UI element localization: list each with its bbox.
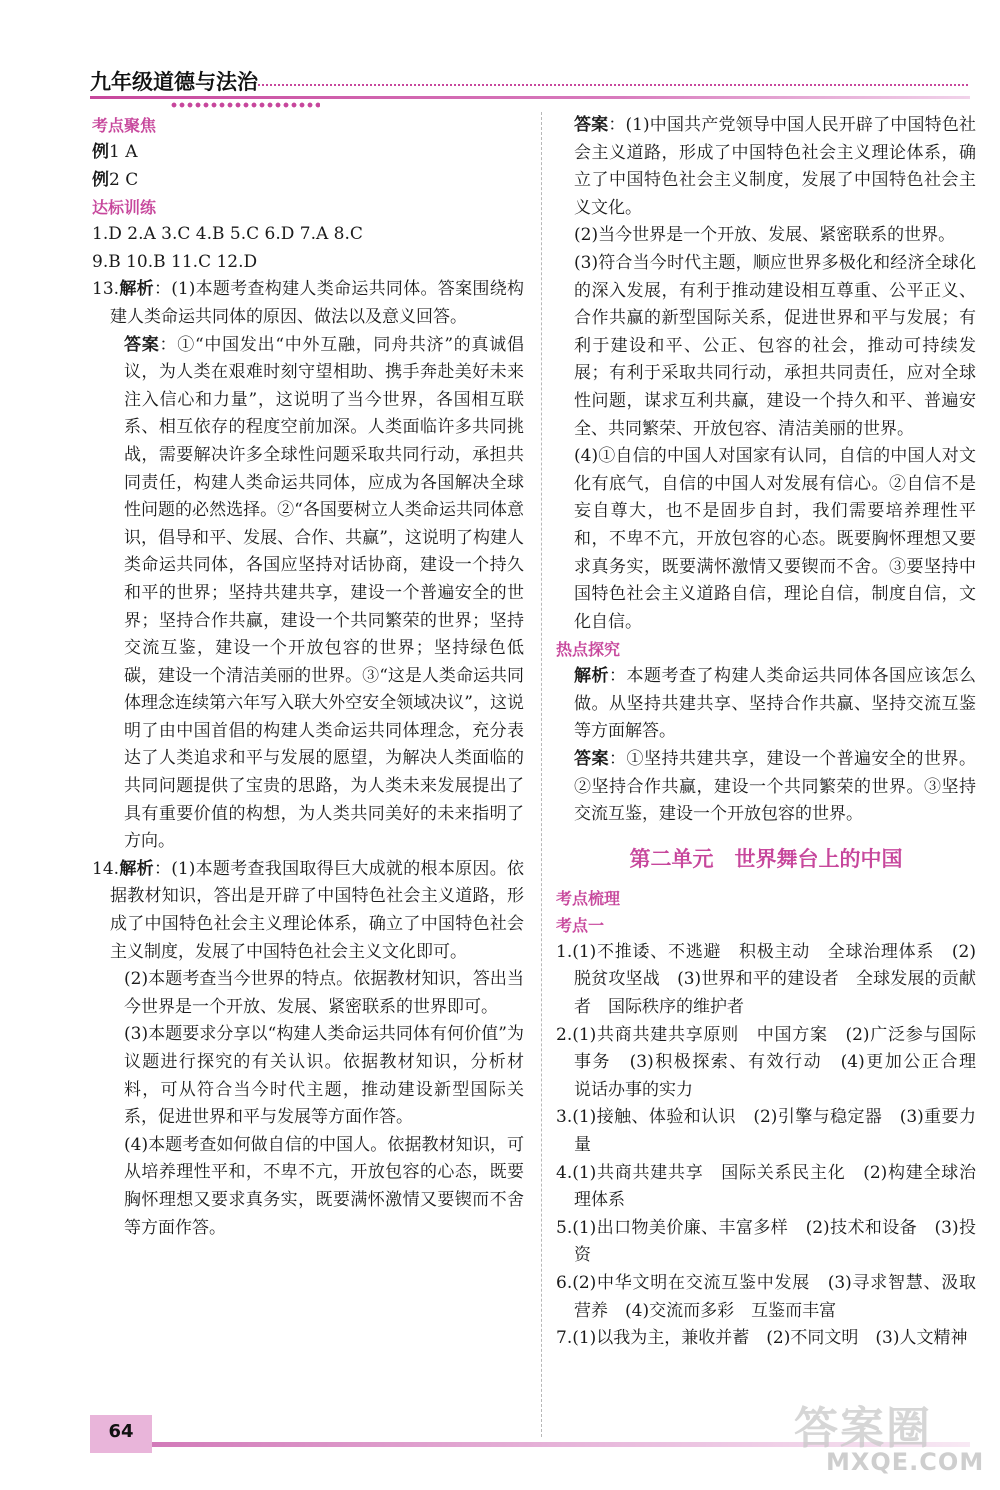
- hot-topic-analysis: [556, 663, 976, 746]
- review-item: 6.(2)中华文明在交流互鉴中发展 (3)寻求智慧、汲取营养 (4)交流而多彩 互鉴而丰富: [556, 1272, 976, 1321]
- q14-part-3: (3)本题要求分享以“构建人类命运共同体有何价值”为议题进行探究的有关认识。依据教材知识，分析材料，可从符合当今时代主题，推动建设新型国际关系，促进世界和平与发展等方面作答。: [124, 1024, 524, 1128]
- section-heading-training: 达标训练: [92, 198, 157, 218]
- q14-analysis: [92, 856, 524, 966]
- q14-answer-part-3: (3)符合当今时代主题，顺应世界多极化和经济全球化的深入发展，有利于推动建设相互尊重、公平正义、合作共赢的新型国际关系，促进世界和平与发展；有利于建设和平、公正、包容的社会，推动可持续发展；有利于采取共同行动，承担共同责任，应对全球性问题，谋求互利共赢，建设一个持久和平、普遍安全、共同繁荣、开放包容、清洁美丽的世界。: [574, 252, 976, 439]
- section-heading-hot-topic: 热点探究: [556, 640, 621, 660]
- analysis-label: 解析: [119, 858, 154, 879]
- q14-answer-part-2: (2)当今世界是一个开放、发展、紧密联系的世界。: [574, 225, 956, 246]
- analysis-label: 解析: [119, 279, 154, 300]
- example-answer: 1 A: [109, 142, 138, 162]
- watermark-logo: [760, 1392, 988, 1482]
- answer-label: 答案: [124, 334, 160, 355]
- analysis-label: 解析: [574, 666, 609, 687]
- example-answer: 2 C: [109, 169, 139, 190]
- answer-label: 答案: [574, 115, 609, 135]
- q13-analysis: [92, 276, 524, 331]
- question-number: 14.: [92, 858, 120, 879]
- review-item: 1.(1)不推诿、不逃避 积极主动 全球治理体系 (2)脱贫攻坚战 (3)世界和平的建设者 全球发展的贡献者 国际秩序的维护者: [556, 941, 976, 1018]
- question-number: 13.: [92, 279, 120, 300]
- right-column: [556, 112, 993, 1353]
- review-item: 5.(1)出口物美价廉、丰富多样 (2)技术和设备 (3)投资: [556, 1217, 976, 1266]
- q14-answer-part-4: (4)①自信的中国人对国家有认同，自信的中国人对文化有底气，自信的中国人对发展有信心。②自信不是妄自尊大，也不是固步自封，我们需要培养理性平和，不卑不亢，开放包容的心态。既要胸怀理想又要求真务实，既要满怀激情又要锲而不舍。③要坚持中国特色社会主义道路自信，理论自信，制度自信，文化自信。: [574, 446, 976, 632]
- example-2: [92, 167, 524, 195]
- answer-label: 答案: [574, 749, 609, 770]
- section-heading-point-1: 考点一: [556, 915, 605, 935]
- analysis-text: ：本题考查了构建人类命运共同体各国应该怎么做。从坚持共建共享、坚持合作共赢、坚持交流互鉴等方面解答。: [574, 666, 976, 742]
- review-item: 2.(1)共商共建共享原则 中国方案 (2)广泛参与国际事务 (3)积极探索、有效行动 (4)更加公正合理 说话办事的实力: [556, 1024, 993, 1100]
- watermark-text: 答案圈: [794, 1403, 932, 1454]
- section-heading-focus: 考点聚焦: [92, 116, 157, 135]
- page-number: 64: [108, 1421, 134, 1442]
- answer-text: ：①“中国发出“中外互融，同舟共济”的真诚倡议，为人类在艰难时刻守望相助、携手奔赴美好未来注入信心和力量”，这说明了当今世界，各国相互联系、相互依存的程度空前加深。人类面临许多共同挑战，需要解决许多全球性问题采取共同行动，承担共同责任，构建人类命运共同体，应成为各国解决全球性问题的必然选择。②“各国要树立人类命运共同体意识，倡导和平、发展、合作、共赢”，这说明了构建人类命运共同体，各国应坚持对话协商，建设一个持久和平的世界；坚持共建共享，建设一个普遍安全的世界；坚持合作共赢，建设一个共同繁荣的世界；坚持交流互鉴，建设一个开放包容的世界；坚持绿色低碳，建设一个清洁美丽的世界。③“这是人类命运共同体理念连续第六年写入联大外空安全领域决议”，这说明了由中国首倡的构建人类命运共同体理念，充分表达了人类追求和平与发展的愿望，为解决人类面临的共同问题提供了宝贵的思路，为人类未来发展提出了具有重要价值的构想，为人类共同美好的未来指明了方向。: [124, 334, 525, 852]
- hot-topic-answer: [556, 746, 976, 829]
- example-label: 例: [92, 142, 109, 162]
- book-title: 九年级道德与法治: [90, 70, 258, 94]
- q14-answer: [556, 112, 976, 222]
- q13-answer: [92, 332, 524, 856]
- header-bead-decoration: [170, 101, 320, 109]
- left-column: [92, 112, 524, 1242]
- analysis-text: ：(1)本题考查构建人类命运共同体。答案围绕构建人类命运共同体的原因、做法以及意义回答。: [110, 279, 524, 327]
- answer-text: ：(1)中国共产党领导中国人民开辟了中国特色社会主义道路，形成了中国特色社会主义理论体系，确立了中国特色社会主义制度，发展了中国特色社会主义文化。: [574, 115, 976, 218]
- q14-part-2: (2)本题考查当今世界的特点。依据教材知识，答出当今世界是一个开放、发展、紧密联系的世界即可。: [124, 969, 524, 1017]
- header-dotted-rule: [258, 84, 968, 86]
- page-number-box: [90, 1415, 152, 1453]
- q14-part-4: (4)本题考查如何做自信的中国人。依据教材知识，可从培养理性平和，不卑不亢，开放包容的心态，既要胸怀理想又要求真务实，既要满怀激情又要锲而不舍等方面作答。: [124, 1134, 524, 1238]
- review-item: 4.(1)共商共建共享 国际关系民主化 (2)构建全球治理体系: [556, 1162, 976, 1211]
- example-label: 例: [92, 169, 109, 190]
- mc-answers-line-2: 9.B 10.B 11.C 12.D: [92, 251, 258, 272]
- header-rule: [90, 96, 970, 99]
- section-heading-review: 考点梳理: [556, 888, 621, 908]
- review-item: 3.(1)接触、体验和认识 (2)引擎与稳定器 (3)重要力量: [556, 1107, 976, 1155]
- mc-answers-line-1: 1.D 2.A 3.C 4.B 5.C 6.D 7.A 8.C: [92, 224, 363, 245]
- column-divider: [541, 112, 542, 1437]
- watermark-url: MXQE.COM: [826, 1448, 985, 1476]
- review-item: 7.(1)以我为主，兼收并蓄 (2)不同文明 (3)人文精神: [556, 1328, 968, 1349]
- unit-title: 第二单元 世界舞台上的中国: [629, 846, 903, 871]
- answer-text: ：①坚持共建共享，建设一个普遍安全的世界。②坚持合作共赢，建设一个共同繁荣的世界。③坚持交流互鉴，建设一个开放包容的世界。: [574, 749, 976, 825]
- analysis-text: ：(1)本题考查我国取得巨大成就的根本原因。依据教材知识，答出是开辟了中国特色社会主义道路，形成了中国特色社会主义理论体系，确立了中国特色社会主义制度，发展了中国特色社会主义文化即可。: [110, 858, 524, 962]
- example-1: [92, 139, 524, 167]
